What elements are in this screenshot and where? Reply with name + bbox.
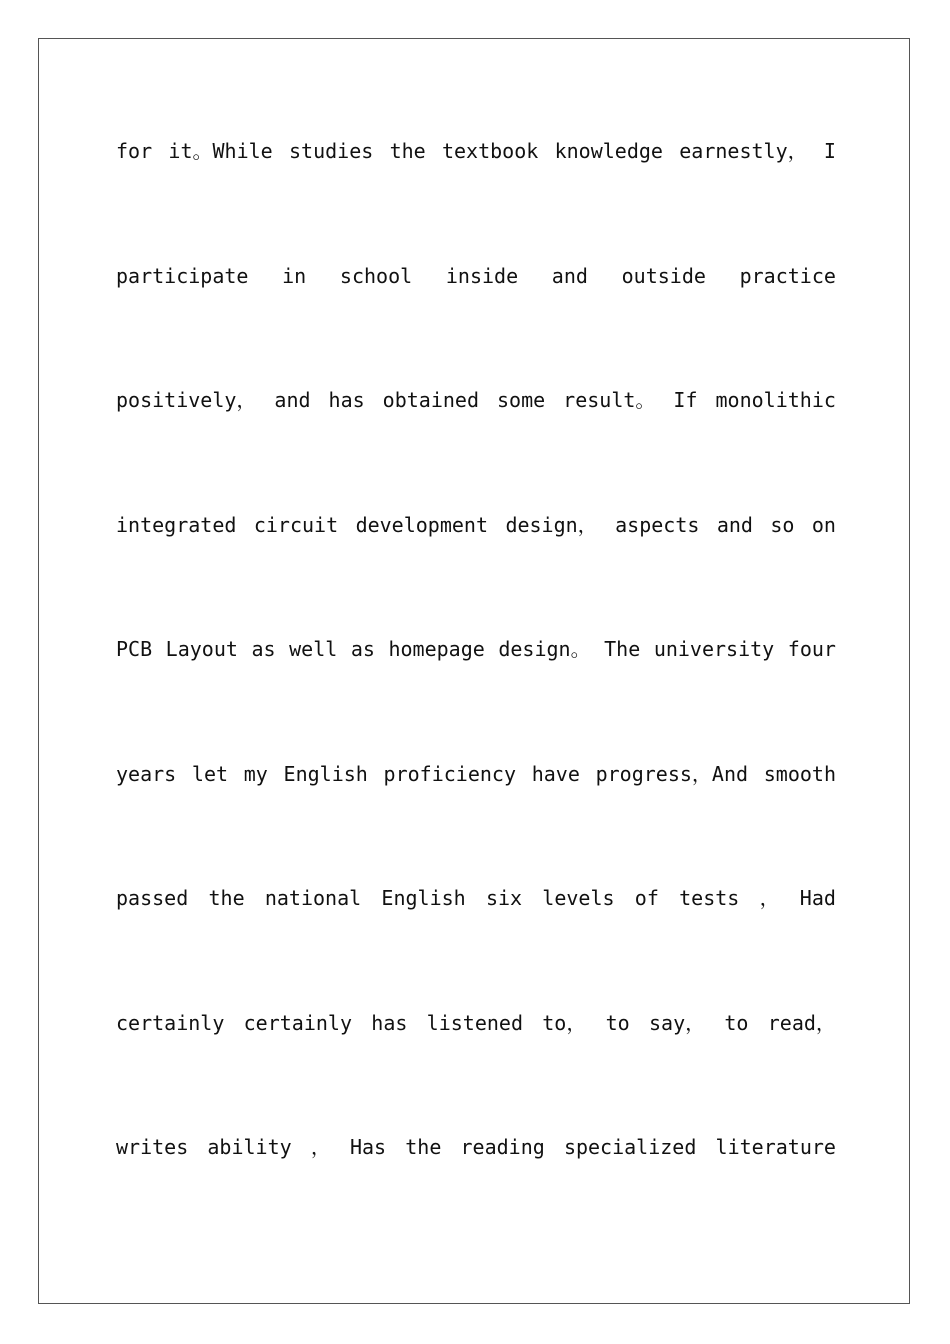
word: ， bbox=[759, 886, 780, 910]
word: inside bbox=[445, 263, 519, 288]
word: obtained bbox=[382, 388, 479, 412]
word: it。While bbox=[168, 139, 273, 163]
word: for bbox=[116, 139, 153, 163]
text-line-7 bbox=[116, 882, 836, 1007]
text-line-1 bbox=[116, 135, 836, 260]
word: proficiency bbox=[383, 761, 516, 786]
word: the bbox=[405, 1135, 442, 1159]
word: The bbox=[604, 637, 641, 661]
word: in bbox=[282, 263, 307, 288]
word: to bbox=[724, 1010, 749, 1035]
word: have bbox=[531, 761, 580, 786]
word: Had bbox=[799, 886, 836, 910]
word: certainly bbox=[243, 1010, 353, 1035]
word: and bbox=[274, 388, 311, 412]
word: aspects bbox=[615, 512, 700, 537]
word: my bbox=[243, 761, 268, 786]
word: earnestly， bbox=[679, 139, 808, 163]
word: I bbox=[823, 139, 836, 163]
word: progress，And bbox=[595, 761, 749, 786]
word: has bbox=[371, 1010, 408, 1035]
word: and bbox=[716, 512, 753, 537]
word: as bbox=[251, 637, 276, 661]
word: integrated bbox=[116, 512, 237, 537]
word: of bbox=[634, 886, 659, 910]
word: let bbox=[191, 761, 229, 786]
word: outside bbox=[621, 263, 706, 288]
word: university bbox=[653, 637, 775, 661]
word: homepage bbox=[388, 637, 485, 661]
word: English bbox=[381, 886, 466, 910]
word: to bbox=[605, 1010, 630, 1035]
word: the bbox=[389, 139, 426, 163]
word: English bbox=[283, 761, 368, 786]
word: Has bbox=[349, 1135, 387, 1159]
word: read， bbox=[767, 1010, 836, 1035]
word: development bbox=[355, 512, 489, 537]
word: specialized bbox=[563, 1135, 697, 1159]
word: result。 bbox=[563, 388, 656, 412]
word: design， bbox=[505, 512, 598, 537]
word: years bbox=[116, 761, 177, 786]
word: to， bbox=[542, 1010, 587, 1035]
text-line-6 bbox=[116, 758, 836, 883]
word: textbook bbox=[441, 139, 539, 163]
text-line-5 bbox=[116, 633, 836, 758]
word: circuit bbox=[253, 512, 339, 537]
word: practice bbox=[739, 263, 836, 288]
word: ability bbox=[207, 1135, 292, 1159]
word: as bbox=[350, 637, 375, 661]
word: positively， bbox=[116, 388, 257, 412]
word: certainly bbox=[116, 1010, 225, 1035]
text-line-8 bbox=[116, 1007, 836, 1132]
word: has bbox=[328, 388, 365, 412]
word: the bbox=[208, 886, 245, 910]
word: reading bbox=[460, 1135, 545, 1159]
word: levels bbox=[542, 886, 615, 910]
body-text bbox=[116, 135, 836, 1256]
text-line-4 bbox=[116, 509, 836, 634]
word: passed bbox=[116, 886, 189, 910]
word: literature bbox=[715, 1135, 836, 1159]
word: knowledge bbox=[554, 139, 663, 163]
word: on bbox=[811, 512, 836, 537]
word: four bbox=[787, 637, 836, 661]
word: six bbox=[485, 886, 523, 910]
word: well bbox=[289, 637, 338, 661]
word: and bbox=[551, 263, 588, 288]
word: national bbox=[264, 886, 362, 910]
word: school bbox=[339, 263, 413, 288]
word: say， bbox=[648, 1010, 706, 1035]
word: some bbox=[497, 388, 546, 412]
word: listened bbox=[426, 1010, 523, 1035]
word: PCB bbox=[116, 637, 153, 661]
text-line-9 bbox=[116, 1131, 836, 1256]
word: ， bbox=[310, 1135, 331, 1159]
word: tests bbox=[679, 886, 740, 910]
text-line-3 bbox=[116, 384, 836, 509]
word: design。 bbox=[498, 637, 591, 661]
word: so bbox=[770, 512, 795, 537]
page-frame bbox=[38, 38, 910, 1304]
word: participate bbox=[116, 263, 249, 288]
word: monolithic bbox=[715, 388, 836, 412]
word: If bbox=[673, 388, 698, 412]
word: studies bbox=[288, 139, 374, 163]
word: writes bbox=[116, 1135, 189, 1159]
word: smooth bbox=[763, 761, 836, 786]
word: Layout bbox=[165, 637, 238, 661]
text-line-2 bbox=[116, 260, 836, 385]
